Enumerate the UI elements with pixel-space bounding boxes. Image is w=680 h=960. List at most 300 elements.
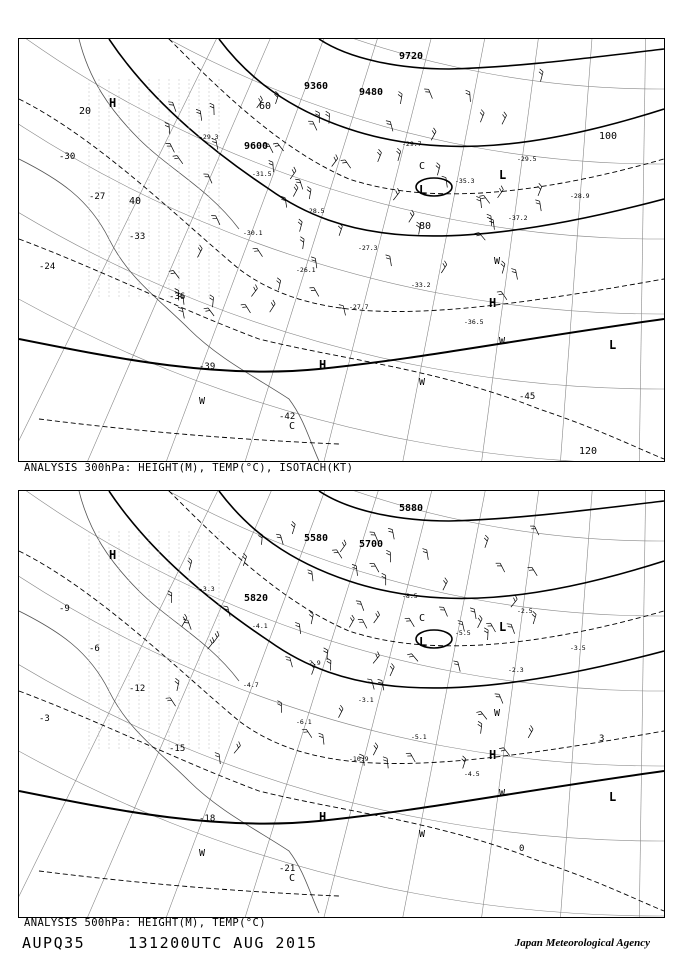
- pressure-center-h: H: [319, 358, 327, 372]
- barb-flag: [338, 226, 342, 229]
- barb-flag: [253, 247, 257, 251]
- station-value: -4.7: [243, 681, 259, 689]
- temperature-label: -15: [169, 744, 186, 754]
- pressure-center-h: H: [109, 96, 117, 110]
- wind-barb: [332, 548, 342, 560]
- wind-barb: [215, 752, 220, 764]
- barb-shaft: [234, 746, 240, 754]
- temperature-label: -39: [199, 362, 216, 372]
- wind-barb: [329, 155, 339, 167]
- barb-shaft: [446, 178, 447, 188]
- barb-flag: [405, 617, 409, 621]
- temperature-label: -3: [39, 714, 50, 724]
- barb-shaft: [458, 662, 460, 672]
- wind-barb: [477, 721, 482, 733]
- barb-flag: [285, 656, 289, 659]
- wind-barb: [511, 268, 517, 281]
- wind-barb: [476, 710, 487, 722]
- pressure-center-w: W: [199, 848, 206, 859]
- barb-flag: [203, 172, 207, 175]
- barb-flag: [323, 651, 327, 653]
- barb-shaft: [345, 160, 351, 168]
- station-value: -5.5: [455, 629, 471, 637]
- barb-shaft: [343, 306, 345, 316]
- wind-barb: [439, 578, 448, 591]
- barb-flag: [538, 72, 542, 75]
- wind-barb: [466, 90, 471, 102]
- height-contour: [319, 491, 664, 521]
- wind-barb: [346, 615, 355, 627]
- station-value: -8.5: [402, 592, 418, 600]
- temperature-label: -18: [199, 814, 216, 824]
- barb-flag: [325, 114, 329, 116]
- barb-flag: [466, 93, 470, 95]
- barb-shaft: [540, 201, 542, 211]
- wind-barb: [487, 214, 492, 226]
- wind-barb: [382, 573, 386, 585]
- pressure-center-w: W: [419, 377, 426, 388]
- wind-barb: [231, 742, 242, 754]
- wind-barb: [319, 733, 324, 745]
- barb-flag: [530, 725, 534, 729]
- isotach-label: 20: [79, 106, 92, 117]
- wind-barb: [205, 637, 216, 649]
- latitude-line: [19, 491, 664, 541]
- wind-barb: [535, 199, 541, 211]
- barb-shaft: [373, 656, 379, 664]
- barb-flag: [378, 149, 382, 152]
- height-label: 5580: [304, 533, 329, 544]
- wind-barb: [537, 69, 544, 82]
- barb-flag: [356, 600, 360, 603]
- barb-flag: [383, 759, 387, 761]
- barb-shaft: [273, 162, 274, 172]
- barb-flag: [269, 163, 273, 165]
- pressure-center-l: L: [609, 338, 617, 352]
- barb-shaft: [374, 615, 380, 623]
- barb-shaft: [173, 271, 179, 279]
- temperature-label: -27: [89, 192, 106, 202]
- barb-flag: [341, 158, 345, 162]
- barb-shaft: [374, 563, 379, 572]
- barb-shaft: [500, 563, 505, 572]
- temperature-label: -45: [519, 392, 536, 402]
- barb-flag: [187, 561, 191, 564]
- barb-flag: [406, 752, 410, 756]
- longitude-line: [399, 491, 659, 917]
- temperature-label: -42: [279, 412, 296, 422]
- barb-shaft: [538, 187, 542, 196]
- barb-shaft: [323, 735, 324, 745]
- barb-flag: [293, 167, 297, 171]
- barb-flag: [308, 120, 312, 124]
- station-value: -31.5: [252, 170, 272, 178]
- barb-shaft: [280, 535, 283, 545]
- barb-flag: [433, 128, 437, 132]
- chart-code: AUPQ35: [22, 934, 86, 952]
- barb-flag: [277, 278, 281, 281]
- station-value: -27.3: [358, 244, 378, 252]
- barb-shaft: [400, 94, 402, 104]
- barb-shaft: [470, 92, 471, 102]
- station-value: -30.1: [243, 229, 263, 237]
- station-value: -4.1: [252, 622, 268, 630]
- barb-flag: [487, 214, 491, 216]
- barb-flag: [486, 622, 490, 626]
- pressure-center-h: H: [489, 748, 497, 762]
- wind-barb: [406, 752, 415, 764]
- station-value: -3.3: [199, 585, 215, 593]
- pressure-center-c: C: [289, 421, 296, 432]
- caption-500hpa: ANALYSIS 500hPa: HEIGHT(M), TEMP(°C): [24, 917, 266, 929]
- barb-flag: [166, 142, 170, 146]
- barb-shaft: [504, 748, 510, 756]
- latitude-line: [19, 491, 664, 841]
- pressure-center-w: W: [419, 829, 426, 840]
- wind-barb: [486, 622, 495, 634]
- pressure-center-h: H: [319, 810, 327, 824]
- barb-shaft: [245, 304, 250, 312]
- wind-barb: [424, 87, 432, 100]
- barb-flag: [173, 154, 177, 158]
- wind-barb: [394, 148, 401, 161]
- isotach-label: 60: [259, 101, 272, 112]
- barb-flag: [352, 564, 356, 566]
- longitude-line: [479, 39, 659, 461]
- barb-flag: [169, 269, 173, 273]
- barb-shaft: [188, 620, 191, 629]
- barb-flag: [324, 648, 328, 650]
- height-contour: [19, 771, 664, 824]
- wind-barb: [276, 533, 283, 546]
- barb-shaft: [313, 121, 317, 130]
- barb-shaft: [213, 635, 219, 643]
- station-value: -3.1: [358, 696, 374, 704]
- wind-barb: [495, 692, 503, 705]
- barb-flag: [499, 746, 503, 750]
- pressure-center-l: L: [499, 168, 507, 182]
- barb-shaft: [499, 694, 503, 703]
- barb-flag: [308, 572, 312, 574]
- station-value: -37.2: [508, 214, 528, 222]
- barb-flag: [484, 631, 488, 633]
- barb-shaft: [392, 529, 394, 539]
- wind-barb: [439, 605, 447, 618]
- wind-barb: [241, 303, 251, 315]
- barb-flag: [378, 679, 382, 682]
- wind-barb: [339, 304, 346, 317]
- height-label: 5700: [359, 539, 384, 550]
- isotach-label: 100: [599, 131, 618, 142]
- longitude-line: [639, 39, 659, 461]
- wind-barb: [290, 184, 299, 196]
- temperature-label: -24: [39, 262, 56, 272]
- barb-flag: [471, 610, 475, 613]
- barb-shaft: [535, 526, 539, 535]
- pressure-center-h: H: [489, 296, 497, 310]
- barb-flag: [424, 87, 428, 90]
- station-value: -35.3: [455, 177, 475, 185]
- wind-barb: [341, 158, 351, 170]
- caption-300hpa: ANALYSIS 300hPa: HEIGHT(M), TEMP(°C), ISOTACH(KT): [24, 462, 354, 474]
- longitude-line: [639, 491, 659, 917]
- pressure-center-w: W: [499, 336, 506, 347]
- barb-flag: [276, 281, 280, 284]
- temperature-label: -36: [169, 292, 186, 302]
- station-value: -29.7: [402, 140, 422, 148]
- wind-barb: [530, 524, 539, 537]
- wind-barb: [386, 550, 390, 562]
- height-label: 9480: [359, 87, 384, 98]
- wind-barb: [248, 285, 258, 297]
- barb-flag: [307, 190, 311, 193]
- pressure-center-w: W: [199, 396, 206, 407]
- barb-shaft: [311, 614, 313, 624]
- barb-shaft: [300, 180, 303, 190]
- barb-flag: [272, 300, 276, 304]
- barb-flag: [196, 109, 200, 112]
- pressure-center-w: W: [494, 256, 501, 267]
- barb-shaft: [208, 308, 214, 316]
- wind-barb: [405, 210, 415, 222]
- barb-flag: [296, 625, 300, 627]
- barb-flag: [166, 696, 170, 700]
- barb-flag: [511, 268, 515, 271]
- barb-shaft: [290, 171, 296, 179]
- wind-barb: [498, 112, 507, 125]
- wind-barb: [356, 600, 364, 613]
- barb-flag: [462, 756, 466, 759]
- barb-flag: [358, 618, 362, 622]
- barb-flag: [453, 660, 457, 663]
- barb-shaft: [485, 538, 488, 547]
- pressure-center-l: L: [499, 620, 507, 634]
- longitude-line: [239, 39, 659, 461]
- longitude-line: [479, 491, 659, 917]
- barb-flag: [480, 110, 484, 113]
- barb-shaft: [340, 544, 346, 552]
- barb-flag: [276, 533, 280, 536]
- temperature-label: -9: [59, 604, 70, 614]
- pressure-center-l: L: [419, 635, 427, 649]
- station-value: -29.3: [199, 133, 219, 141]
- map-panel-500hpa: [18, 490, 665, 918]
- barb-flag: [269, 160, 273, 162]
- barb-flag: [223, 605, 227, 608]
- barb-flag: [311, 256, 315, 259]
- barb-shaft: [360, 601, 363, 610]
- barb-shaft: [412, 654, 418, 662]
- longitude-line: [159, 491, 659, 917]
- barb-flag: [165, 125, 169, 127]
- barb-flag: [485, 535, 489, 538]
- barb-flag: [174, 681, 178, 684]
- barb-shaft: [332, 159, 338, 167]
- barb-flag: [497, 290, 501, 294]
- barb-flag: [210, 103, 214, 105]
- barb-flag: [295, 622, 299, 624]
- wind-barb: [253, 247, 263, 259]
- wind-barb: [323, 648, 328, 660]
- barb-flag: [503, 112, 507, 116]
- barb-shaft: [474, 609, 476, 619]
- isotach-label: 40: [129, 196, 142, 207]
- latitude-line: [19, 491, 664, 766]
- wind-barb: [405, 617, 415, 629]
- barb-flag: [300, 237, 304, 240]
- barb-flag: [535, 199, 539, 202]
- isotherm: [19, 691, 664, 911]
- wind-barb: [442, 176, 448, 188]
- barb-flag: [291, 524, 295, 527]
- barb-flag: [199, 245, 203, 249]
- barb-flag: [184, 614, 188, 618]
- barb-shaft: [410, 753, 415, 762]
- barb-flag: [536, 202, 540, 205]
- isotherm: [19, 99, 664, 312]
- barb-shaft: [484, 195, 490, 203]
- barb-flag: [370, 562, 374, 566]
- wind-barb: [374, 149, 382, 162]
- wind-barb: [166, 142, 175, 155]
- barb-shaft: [372, 680, 375, 690]
- height-label: 5820: [244, 593, 269, 604]
- barb-flag: [298, 219, 302, 222]
- wind-barb: [370, 652, 381, 664]
- barb-flag: [477, 724, 481, 726]
- wind-barb: [496, 561, 505, 574]
- wind-barb: [285, 656, 292, 669]
- map-300hpa-svg: [19, 39, 664, 461]
- wind-barb: [434, 163, 441, 176]
- barb-flag: [407, 652, 411, 656]
- barb-flag: [370, 530, 374, 533]
- barb-flag: [386, 254, 390, 257]
- barb-flag: [309, 614, 313, 617]
- barb-flag: [273, 142, 277, 146]
- isotach-label: 80: [419, 221, 432, 232]
- station-value: -28.9: [570, 192, 590, 200]
- wind-barb: [422, 548, 428, 560]
- barb-shaft: [277, 143, 283, 151]
- barb-shaft: [427, 550, 429, 560]
- barb-flag: [298, 222, 302, 225]
- wind-barb: [173, 154, 183, 166]
- barb-flag: [376, 611, 380, 615]
- barb-flag: [335, 155, 339, 159]
- barb-flag: [391, 663, 395, 667]
- barb-shaft: [516, 270, 518, 280]
- barb-flag: [422, 548, 426, 551]
- station-value: -26.1: [296, 266, 316, 274]
- barb-flag: [326, 111, 330, 113]
- barb-flag: [507, 622, 511, 625]
- barb-flag: [398, 94, 402, 97]
- barb-flag: [210, 295, 214, 297]
- pressure-center-l: L: [419, 183, 427, 197]
- barb-shaft: [444, 607, 448, 616]
- isotach-label: 120: [579, 446, 598, 457]
- height-label: 9720: [399, 51, 424, 62]
- wind-barb: [386, 254, 392, 266]
- barb-shaft: [216, 140, 218, 150]
- barb-flag: [327, 661, 331, 663]
- barb-flag: [439, 605, 443, 608]
- barb-flag: [479, 615, 483, 619]
- station-value: -27.7: [349, 303, 369, 311]
- barb-shaft: [480, 113, 484, 122]
- barb-flag: [332, 548, 336, 552]
- barb-flag: [500, 186, 504, 190]
- barb-flag: [175, 678, 179, 681]
- barb-flag: [367, 678, 371, 681]
- height-contour: [319, 39, 664, 69]
- barb-shaft: [532, 567, 537, 575]
- barb-flag: [259, 96, 263, 100]
- temperature-label: -6: [89, 644, 100, 654]
- wind-barb: [305, 187, 311, 200]
- barb-shaft: [309, 189, 311, 199]
- barb-shaft: [268, 144, 273, 153]
- barb-flag: [442, 176, 446, 179]
- wind-barb: [194, 245, 203, 257]
- wind-barb: [299, 237, 305, 249]
- barb-flag: [319, 736, 323, 738]
- station-value: -10.9: [349, 755, 369, 763]
- wind-barb: [337, 540, 347, 552]
- barb-shaft: [216, 216, 220, 225]
- barb-shaft: [177, 681, 179, 691]
- temperature-label: -12: [129, 684, 146, 694]
- station-value: -2.9: [305, 659, 321, 667]
- barb-flag: [495, 692, 499, 695]
- barb-flag: [500, 264, 504, 267]
- barb-shaft: [481, 712, 487, 720]
- wind-barb: [453, 660, 460, 673]
- longitude-line: [559, 491, 659, 917]
- wind-barb: [296, 219, 303, 232]
- longitude-line: [319, 491, 659, 917]
- station-value: -5.1: [411, 733, 427, 741]
- barb-flag: [196, 112, 200, 115]
- wind-barb: [534, 183, 542, 196]
- barb-flag: [307, 187, 311, 190]
- barb-flag: [386, 257, 390, 260]
- wind-barb: [173, 678, 179, 691]
- station-value: -3.5: [570, 644, 586, 652]
- wind-barb: [386, 120, 393, 133]
- height-label: 9360: [304, 81, 329, 92]
- longitude-line: [79, 491, 659, 917]
- height-contour: [219, 39, 664, 146]
- wind-barb: [396, 91, 402, 104]
- barb-shaft: [493, 220, 494, 230]
- wind-barb: [481, 535, 489, 548]
- wind-barb: [288, 521, 295, 534]
- longitude-line: [559, 39, 659, 461]
- wind-barb: [484, 628, 489, 640]
- height-contour: [19, 319, 664, 372]
- temperature-label: -30: [59, 152, 76, 162]
- barb-flag: [339, 705, 343, 709]
- wind-barb: [358, 618, 367, 631]
- barb-shaft: [290, 658, 293, 668]
- barb-shaft: [481, 724, 482, 734]
- barb-shaft: [170, 143, 174, 152]
- barb-flag: [309, 286, 313, 290]
- barb-shaft: [393, 192, 399, 200]
- height-contour: [219, 491, 664, 598]
